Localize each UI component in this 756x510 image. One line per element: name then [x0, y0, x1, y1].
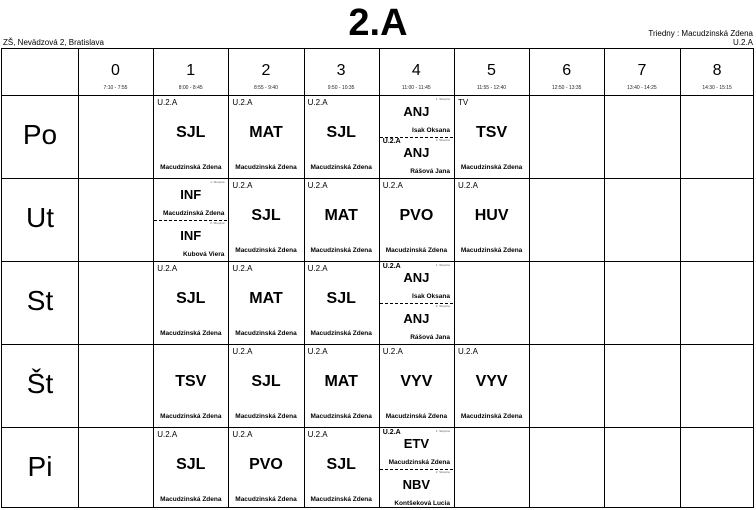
lesson-cell[interactable] — [154, 428, 227, 509]
subject-name: MAT — [249, 124, 283, 141]
teacher-name: Macudzinská Zdena — [310, 164, 372, 171]
lesson-cell[interactable] — [380, 96, 453, 177]
subject-name: SJL — [251, 207, 281, 224]
subject-name: NBV — [402, 477, 431, 492]
period-number: 2 — [261, 62, 271, 79]
class-label: U.2.A — [232, 98, 253, 107]
class-label: U.2.A — [157, 430, 178, 439]
subject-name: INF — [180, 228, 202, 243]
period-number: 5 — [487, 62, 496, 79]
class-label: U.2.A — [307, 347, 328, 356]
period-number: 4 — [411, 62, 421, 79]
class-label: U.2.A — [307, 430, 328, 439]
subject-name: PVO — [399, 207, 434, 224]
column-divider — [529, 49, 530, 507]
teacher-name: Macudzinská Zdena — [235, 330, 297, 337]
teacher-name: Isak Oksana — [412, 293, 450, 300]
subject-name: INF — [180, 187, 202, 202]
school-name: ZŠ, Nevädzová 2, Bratislava — [3, 38, 104, 47]
class-label: U.2.A — [307, 98, 328, 107]
group-label: 2. Skupina — [435, 470, 450, 474]
teacher-name: Macudzinská Zdena — [235, 496, 297, 503]
group-lesson[interactable] — [154, 179, 227, 221]
class-label: U.2.A — [232, 264, 253, 273]
subject-name: MAT — [324, 207, 358, 224]
subject-name: ANJ — [403, 270, 430, 285]
lesson-cell[interactable] — [229, 179, 302, 260]
teacher-name: Macudzinská Zdena — [460, 164, 523, 171]
class-label: U.2.A — [382, 429, 401, 436]
subject-name: SJL — [176, 456, 206, 473]
period-time: 8:55 - 9:40 — [253, 85, 278, 91]
group-label: 2. Skupina — [435, 304, 450, 308]
class-label: U.2.A — [232, 181, 253, 190]
subject-name: ANJ — [403, 145, 430, 160]
class-label: U.2.A — [382, 138, 401, 145]
group-lesson[interactable] — [154, 220, 227, 261]
class-label: U.2.A — [458, 347, 479, 356]
class-label: U.2.A — [157, 264, 178, 273]
teacher-name: Macudzinská Zdena — [162, 210, 225, 217]
subject-name: VYV — [475, 373, 508, 390]
timetable-grid — [1, 48, 754, 508]
class-label: U.2.A — [382, 263, 401, 270]
column-divider — [604, 49, 605, 507]
teacher-name: Macudzinská Zdena — [310, 247, 372, 254]
teacher-name: Macudzinská Zdena — [160, 413, 222, 420]
subject-name: MAT — [324, 373, 358, 390]
subject-name: TSV — [476, 124, 508, 141]
period-time: 14:30 - 15:15 — [702, 85, 732, 91]
group-lesson[interactable] — [380, 96, 453, 138]
subject-name: ANJ — [403, 311, 430, 326]
teacher-name: Macudzinská Zdena — [160, 164, 222, 171]
period-number: 6 — [562, 62, 572, 79]
class-label: U.2.A — [307, 181, 328, 190]
lesson-cell[interactable] — [305, 428, 378, 509]
teacher-name: Macudzinská Zdena — [460, 247, 523, 254]
lesson-cell[interactable] — [154, 179, 227, 260]
class-label: U.2.A — [458, 181, 479, 190]
period-number: 8 — [712, 62, 722, 79]
group-label: 1. Skupina — [435, 263, 450, 267]
timetable-title: 2.A — [348, 2, 408, 44]
teacher-name: Macudzinská Zdena — [235, 247, 297, 254]
period-time: 7:10 - 7:55 — [103, 85, 128, 91]
group-label: 1. Skupina — [435, 97, 450, 101]
period-number: 7 — [637, 62, 647, 79]
group-lesson[interactable] — [380, 469, 453, 510]
lesson-cell[interactable] — [229, 345, 302, 426]
class-code: U.2.A — [732, 38, 753, 47]
lesson-cell[interactable] — [380, 262, 453, 343]
lesson-cell[interactable] — [305, 96, 378, 177]
lesson-cell[interactable] — [229, 96, 302, 177]
day-column-divider — [78, 49, 79, 507]
group-lesson[interactable] — [380, 303, 453, 344]
teacher-name: Kontšeková Lucia — [394, 500, 450, 507]
teacher-name: Rášová Jana — [410, 168, 450, 175]
class-label: U.2.A — [232, 430, 253, 439]
period-number: 3 — [336, 62, 346, 79]
lesson-cell[interactable] — [305, 262, 378, 343]
lesson-cell[interactable] — [380, 179, 453, 260]
group-lesson[interactable] — [380, 262, 453, 304]
teacher-name: Isak Oksana — [412, 127, 450, 134]
period-number: 1 — [186, 62, 196, 79]
teacher-name: Macudzinská Zdena — [310, 330, 372, 337]
period-time: 8:00 - 8:45 — [178, 85, 203, 91]
subject-name: ETV — [403, 436, 430, 451]
group-label: 1. Skupina — [435, 429, 450, 433]
day-label: Št — [26, 368, 54, 399]
class-label: U.2.A — [382, 347, 403, 356]
teacher-name: Macudzinská Zdena — [235, 164, 297, 171]
class-teacher: Triedny : Macudzinská Zdena — [648, 29, 753, 38]
lesson-cell[interactable] — [380, 428, 453, 509]
teacher-name: Macudzinská Zdena — [388, 459, 450, 466]
class-label: U.2.A — [382, 181, 403, 190]
subject-name: PVO — [249, 456, 283, 473]
subject-name: SJL — [251, 373, 281, 390]
subject-name: HUV — [474, 207, 509, 224]
lesson-cell[interactable] — [154, 96, 227, 177]
lesson-cell[interactable] — [305, 179, 378, 260]
teacher-name: Macudzinská Zdena — [385, 413, 448, 420]
day-label: Ut — [26, 202, 54, 233]
subject-name: SJL — [326, 456, 356, 473]
lesson-cell[interactable] — [229, 428, 302, 509]
period-time: 11:55 - 12:40 — [476, 85, 507, 91]
teacher-name: Macudzinská Zdena — [160, 496, 222, 503]
teacher-name: Macudzinská Zdena — [160, 330, 222, 337]
subject-name: SJL — [176, 124, 206, 141]
lesson-cell[interactable] — [380, 345, 453, 426]
group-label: 2. Skupina — [210, 221, 225, 225]
teacher-name: Kubová Viera — [182, 251, 225, 258]
day-label: Pi — [27, 451, 53, 482]
day-label: Po — [22, 119, 58, 150]
group-label: 2. Skupina — [435, 138, 450, 142]
period-time: 9:50 - 10:35 — [327, 85, 355, 91]
group-label: 1. Skupina — [210, 180, 225, 184]
subject-name: ANJ — [403, 104, 430, 119]
day-label: St — [26, 285, 54, 316]
teacher-name: Macudzinská Zdena — [310, 496, 372, 503]
teacher-name: Macudzinská Zdena — [460, 413, 523, 420]
subject-name: MAT — [249, 290, 283, 307]
lesson-cell[interactable] — [154, 345, 227, 426]
teacher-name: Macudzinská Zdena — [310, 413, 372, 420]
column-divider — [680, 49, 681, 507]
group-lesson[interactable] — [380, 428, 453, 470]
lesson-cell[interactable] — [455, 345, 528, 426]
subject-name: SJL — [326, 124, 356, 141]
period-time: 13:40 - 14:25 — [627, 85, 657, 91]
class-label: TV — [458, 98, 469, 107]
lesson-cell[interactable] — [455, 96, 528, 177]
subject-name: SJL — [176, 290, 206, 307]
period-time: 12:50 - 13:35 — [551, 85, 582, 91]
class-label: U.2.A — [157, 98, 178, 107]
teacher-name: Macudzinská Zdena — [385, 247, 448, 254]
group-lesson[interactable] — [380, 137, 453, 178]
lesson-cell[interactable] — [154, 262, 227, 343]
subject-name: VYV — [400, 373, 433, 390]
teacher-name: Rášová Jana — [410, 334, 450, 341]
subject-name: TSV — [175, 373, 207, 390]
subject-name: SJL — [326, 290, 356, 307]
period-time: 11:00 - 11:45 — [401, 85, 431, 91]
lesson-cell[interactable] — [455, 179, 528, 260]
class-label: U.2.A — [307, 264, 328, 273]
class-label: U.2.A — [232, 347, 253, 356]
period-number: 0 — [111, 62, 120, 79]
lesson-cell[interactable] — [229, 262, 302, 343]
teacher-name: Macudzinská Zdena — [235, 413, 297, 420]
lesson-cell[interactable] — [305, 345, 378, 426]
